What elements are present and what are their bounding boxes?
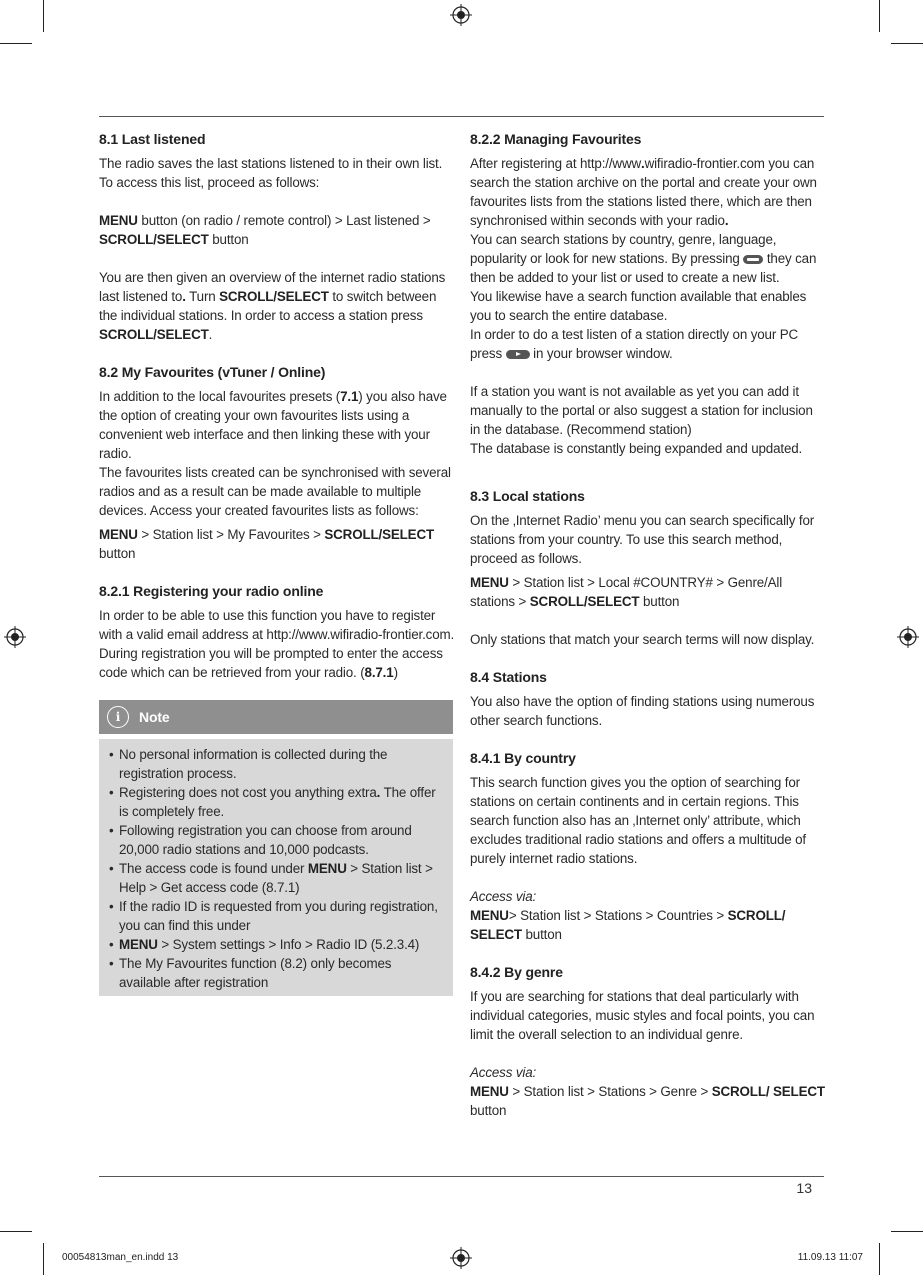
paragraph: On the ‚Internet Radio’ menu you can search specifically for stations from your country. To use this search method, proceed as follows. [470,513,815,566]
section-8-2-1 [99,582,455,682]
paragraph: In order to be able to use this function you have to register with a valid email address at http://www.wifiradio-frontier.com. During registration you will be prompted to enter the access code which can be retrieved from your radio. (8.7.1) [99,608,455,680]
section-8-4-1 [470,749,826,944]
paragraph: In order to do a test listen of a station directly on your PC press in your browser window. [470,327,799,361]
paragraph: This search function gives you the option of searching for stations on certain continents and in certain regions. This search function also has an ‚Internet only’ attribute, which excludes traditional radio stations and offers a multitude of purely internet radio stations. [470,775,806,866]
crop-mark [0,43,32,44]
paragraph: You likewise have a search function available that enables you to search the entire database. [470,289,807,323]
paragraph: You also have the option of finding stations using numerous other search functions. [470,694,815,728]
section-title: 8.2 My Favourites (vTuner / Online) [99,364,326,380]
play-icon [506,350,530,359]
bottom-rule [99,1176,824,1177]
footer-filename: 00054813man_en.indd 13 [62,1252,179,1263]
paragraph: You are then given an overview of the internet radio stations last listened to. Turn SCROLL/SELECT to switch between the individual stations. In order to access a station press SCROLL/SELECT. [99,270,446,342]
section-title: 8.2.1 Registering your radio online [99,583,324,599]
crop-mark [891,1231,923,1232]
list-item: • If the radio ID is requested from you during registration, you can find this under [109,897,445,935]
registration-mark-icon [897,626,919,648]
info-icon: i [107,706,129,728]
section-title: 8.1 Last listened [99,131,206,147]
paragraph: Access via: [470,1065,537,1080]
registration-mark-icon [4,626,26,648]
add-favourite-icon [743,255,763,264]
paragraph: Access via: [470,889,537,904]
paragraph: You can search stations by country, genre, language, popularity or look for new stations. By pressing they can then be added to your list or used to create a new list. [470,232,817,285]
footer-timestamp: 11.09.13 11:07 [797,1252,863,1263]
crop-mark [879,1243,880,1275]
paragraph: MENU> Station list > Stations > Countries > SCROLL/ SELECT button [470,908,786,942]
section-8-2 [99,363,455,563]
paragraph: The database is constantly being expanded and updated. [470,441,803,456]
left-column [99,130,455,996]
paragraph: Only stations that match your search terms will now display. [470,632,815,647]
crop-mark [0,1231,32,1232]
paragraph: The radio saves the last stations listened to in their own list. To access this list, proceed as follows: [99,156,443,190]
paragraph: MENU > Station list > Stations > Genre > SCROLL/ SELECT button [470,1084,825,1118]
registration-mark-icon [450,1247,472,1269]
list-item: • MENU > System settings > Info > Radio ID (5.2.3.4) [109,935,445,954]
note-body [99,739,453,996]
paragraph: In addition to the local favourites presets (7.1) you also have the option of creating your own favourites lists using a convenient web interface and then linking these with your radio. [99,389,447,461]
section-8-4-2 [470,963,826,1120]
crop-mark [43,1243,44,1275]
paragraph: If you are searching for stations that deal particularly with individual categories, music styles and focal points, you can limit the overall selection to an individual genre. [470,989,815,1042]
note-header [99,700,453,734]
note-box [99,700,453,996]
section-8-4 [470,668,826,730]
paragraph: The favourites lists created can be synchronised with several radios and as a result can be made available to multiple devices. Access your created favourites lists as follows: [99,465,451,518]
list-item: • The access code is found under MENU > Station list > Help > Get access code (8.7.1) [109,859,445,897]
paragraph: If a station you want is not available as yet you can add it manually to the portal or also suggest a station for inclusion in the database. (Recommend station) [470,384,813,437]
paragraph: MENU > Station list > Local #COUNTRY# > Genre/All stations > SCROLL/SELECT button [470,575,783,609]
list-item: • No personal information is collected during the registration process. [109,745,445,783]
section-title: 8.4.1 By country [470,750,576,766]
page-number: 13 [796,1180,812,1196]
section-title: 8.4 Stations [470,669,547,685]
list-item: • The My Favourites function (8.2) only becomes available after registration [109,954,445,992]
top-rule [99,116,824,117]
registration-mark-icon [450,4,472,26]
right-column [470,130,826,1120]
list-item: • Registering does not cost you anything extra. The offer is completely free. [109,783,445,821]
section-title: 8.2.2 Managing Favourites [470,131,642,147]
crop-mark [43,0,44,32]
paragraph: MENU button (on radio / remote control) > Last listened > SCROLL/SELECT button [99,213,431,247]
paragraph: MENU > Station list > My Favourites > SCROLL/SELECT button [99,527,435,561]
section-title: 8.4.2 By genre [470,964,563,980]
section-title: 8.3 Local stations [470,488,585,504]
paragraph: After registering at http://www.wifiradio-frontier.com you can search the station archive on the portal and create your own favourites lists from the stations listed there, which are then synchronised within seconds with your radio. [470,156,817,228]
note-title: Note [139,708,170,725]
list-item: • Following registration you can choose from around 20,000 radio stations and 10,000 podcasts. [109,821,445,859]
section-8-3 [470,487,826,649]
crop-mark [879,0,880,32]
section-8-1 [99,130,455,344]
crop-mark [891,43,923,44]
section-8-2-2 [470,130,826,458]
